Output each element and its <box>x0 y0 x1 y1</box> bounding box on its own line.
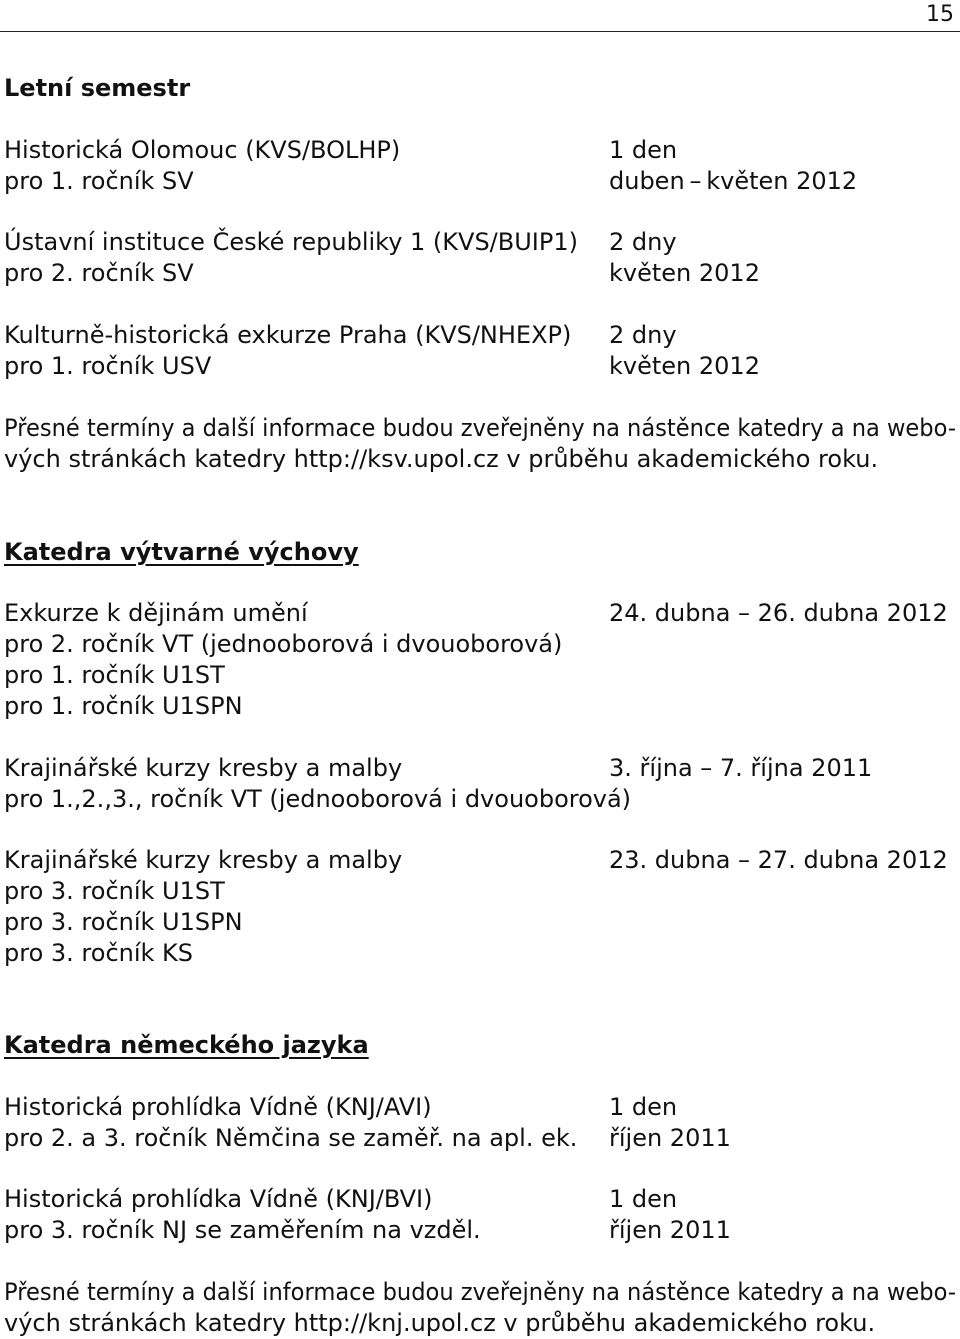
event-title: Krajinářské kurzy kresby a malby <box>4 754 403 782</box>
event-title: Krajinářské kurzy kresby a malby <box>4 846 403 874</box>
section-heading-summer: Letní semestr <box>4 74 191 102</box>
event-audience: pro 1. ročník U1ST <box>4 661 225 689</box>
event-date: říjen 2011 <box>609 1124 731 1152</box>
section-heading-german: Katedra německého jazyka <box>4 1031 369 1059</box>
event-audience: pro 1. ročník U1SPN <box>4 692 243 720</box>
event-date: květen 2012 <box>609 352 760 380</box>
event-duration: 1 den <box>609 136 678 164</box>
event-audience: pro 1.,2.,3., ročník VT (jednooborová i dvouoborová) <box>4 785 632 813</box>
event-audience: pro 1. ročník USV <box>4 352 212 380</box>
event-title: Exkurze k dějinám umění <box>4 599 308 627</box>
event-audience: pro 2. ročník SV <box>4 259 194 287</box>
section-heading-art: Katedra výtvarné výchovy <box>4 538 359 566</box>
info-note-line: vých stránkách katedry http://knj.upol.cz v průběhu akademického roku. <box>4 1309 876 1337</box>
info-note-line: Přesné termíny a další informace budou zveřejněny na nástěnce katedry a na webo- <box>4 414 956 442</box>
event-date: květen 2012 <box>609 259 760 287</box>
info-note-line: vých stránkách katedry http://ksv.upol.cz v průběhu akademického roku. <box>4 445 879 473</box>
event-date: duben – květen 2012 <box>609 167 858 195</box>
event-duration: 2 dny <box>609 228 677 256</box>
event-audience: pro 3. ročník KS <box>4 939 194 967</box>
event-title: Historická Olomouc (KVS/BOLHP) <box>4 136 401 164</box>
event-audience: pro 3. ročník NJ se zaměřením na vzděl. <box>4 1216 481 1244</box>
event-title: Kulturně-historická exkurze Praha (KVS/NHEXP) <box>4 321 572 349</box>
event-title: Historická prohlídka Vídně (KNJ/AVI) <box>4 1093 432 1121</box>
event-title: Historická prohlídka Vídně (KNJ/BVI) <box>4 1185 433 1213</box>
info-note-line: Přesné termíny a další informace budou zveřejněny na nástěnce katedry a na webo- <box>4 1278 956 1306</box>
event-date: 23. dubna – 27. dubna 2012 <box>609 846 948 874</box>
event-audience: pro 3. ročník U1SPN <box>4 908 243 936</box>
event-duration: 2 dny <box>609 321 677 349</box>
event-audience: pro 3. ročník U1ST <box>4 877 225 905</box>
event-date: říjen 2011 <box>609 1216 731 1244</box>
event-title: Ústavní instituce České republiky 1 (KVS/BUIP1) <box>4 228 578 256</box>
event-audience: pro 2. ročník VT (jednooborová i dvouoborová) <box>4 630 563 658</box>
event-duration: 1 den <box>609 1093 678 1121</box>
event-duration: 1 den <box>609 1185 678 1213</box>
event-date: 24. dubna – 26. dubna 2012 <box>609 599 948 627</box>
event-audience: pro 2. a 3. ročník Němčina se zaměř. na apl. ek. <box>4 1124 578 1152</box>
page-number: 15 <box>926 2 954 27</box>
event-audience: pro 1. ročník SV <box>4 167 194 195</box>
top-rule <box>0 31 960 32</box>
event-date: 3. října – 7. října 2011 <box>609 754 873 782</box>
